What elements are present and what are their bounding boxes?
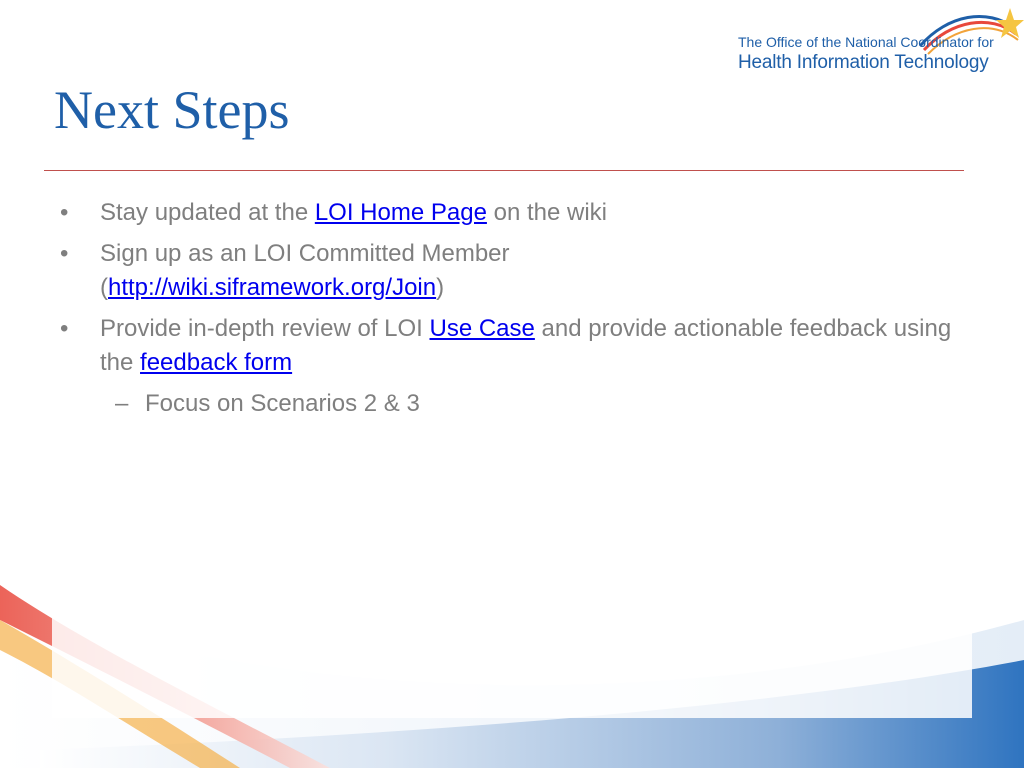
bullet-marker: •: [60, 199, 69, 226]
join-url-link[interactable]: http://wiki.siframework.org/Join: [108, 274, 437, 301]
onc-logo: [738, 6, 1024, 76]
footer-wave-decoration: [0, 560, 1024, 768]
bullet-text: Stay updated at the: [100, 199, 315, 226]
bullet-marker: •: [60, 240, 69, 267]
use-case-link[interactable]: Use Case: [429, 315, 535, 342]
loi-home-page-link[interactable]: LOI Home Page: [314, 199, 487, 226]
slide-title: Next Steps: [54, 80, 290, 140]
bullet-text: Sign up as an LOI Committed Member: [100, 240, 510, 267]
bullet-text: Provide in-depth review of LOI: [100, 315, 430, 342]
bullet-marker: •: [60, 315, 69, 342]
logo-text-line1: The Office of the National Coordinator for: [738, 34, 994, 50]
bullet-text: and provide actionable feedback using the: [100, 315, 952, 376]
bullet-item: [60, 312, 960, 380]
bullet-text: on the wiki: [486, 199, 607, 226]
bullet-item: [60, 237, 960, 305]
bullet-list: [60, 196, 960, 421]
sub-bullet-marker: –: [115, 390, 129, 417]
sub-bullet-text: Focus on Scenarios 2 & 3: [145, 390, 420, 417]
sub-bullet-item: [60, 387, 960, 421]
feedback-form-link[interactable]: feedback form: [140, 349, 293, 376]
title-divider: [44, 170, 964, 171]
bullet-item: [60, 196, 960, 230]
bullet-text: ): [436, 274, 445, 301]
logo-text-line2: Health Information Technology: [738, 52, 989, 73]
bullet-text: (: [100, 274, 108, 301]
